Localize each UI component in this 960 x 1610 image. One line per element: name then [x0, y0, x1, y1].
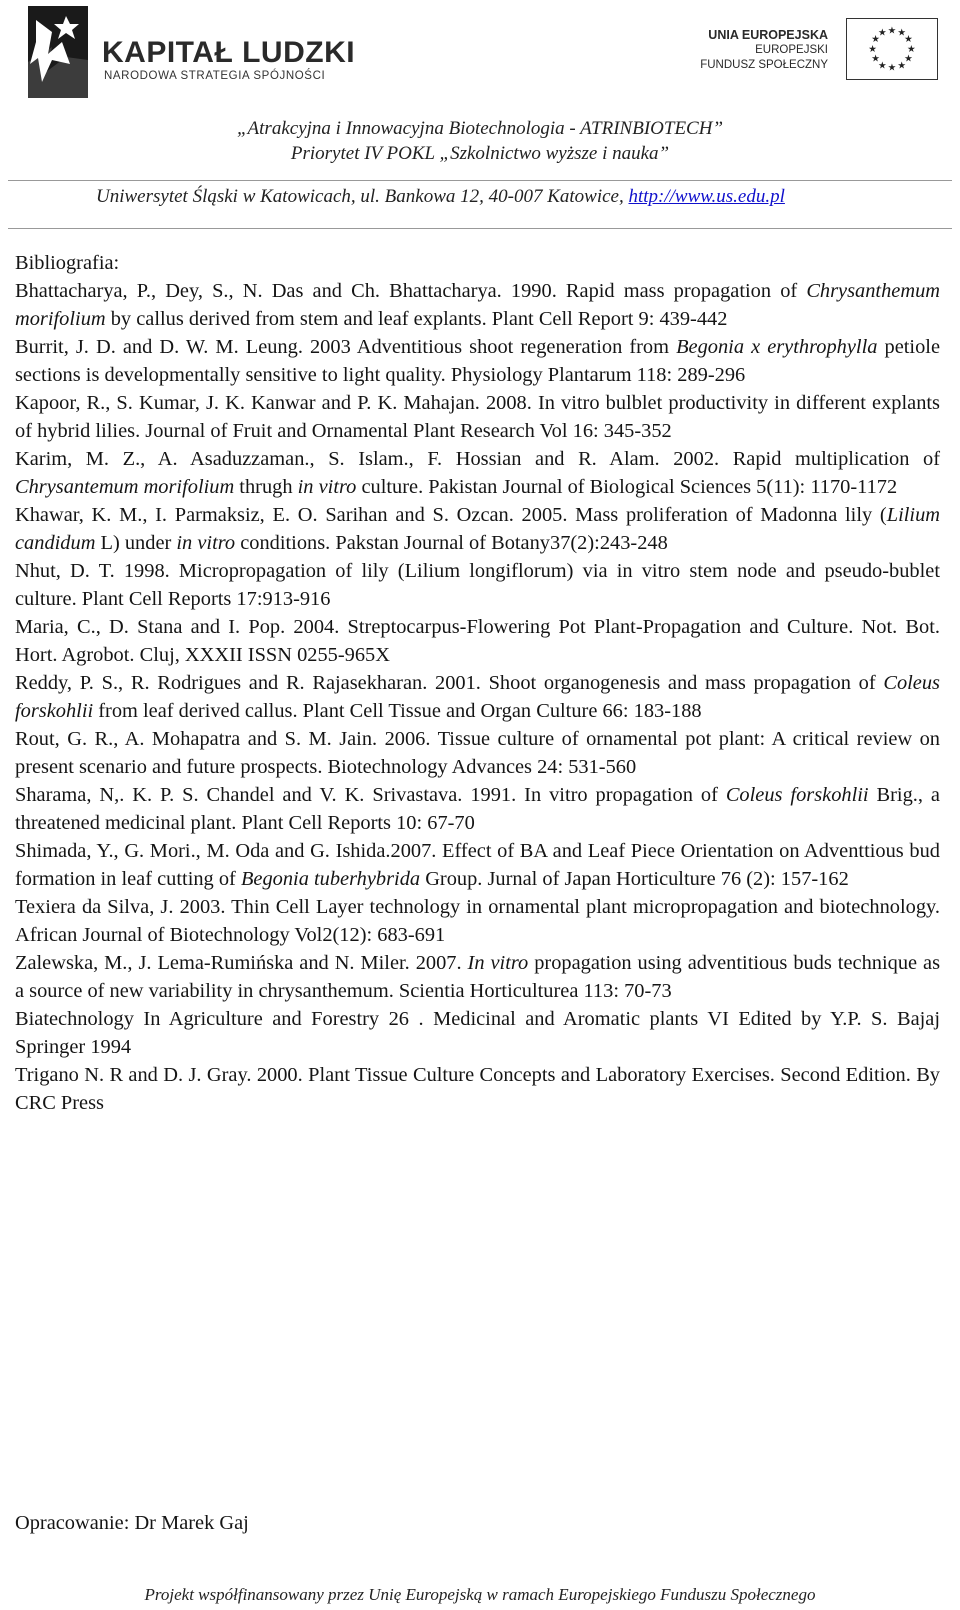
reference-text: petiole sections is developmentally sensitive to light quality. Physiology Plantarum 118: 289-296 — [15, 336, 941, 386]
reference-text: Texiera da Silva, J. 2003. Thin Cell Layer technology in ornamental plant micropropagation and biotechnology. African Journal of Biotechnology Vol2(12): 683-691 — [15, 896, 940, 946]
svg-text:★: ★ — [868, 43, 877, 55]
reference-text: Biatechnology In Agriculture and Forestry 26 . Medicinal and Aromatic plants VI Edited by Y.P. S. Bajaj Springer 1994 — [15, 1008, 940, 1058]
reference-text: Brig., a threatened medicinal plant. Plant Cell Reports 10: 67-70 — [15, 784, 940, 834]
reference-item — [15, 501, 940, 557]
kapital-ludzki-emblem-icon — [22, 2, 92, 102]
footer-note: Projekt współfinansowany przez Unię Europejską w ramach Europejskiego Funduszu Społecznego — [144, 1585, 816, 1604]
reference-item — [15, 1061, 940, 1117]
eu-logo-line2: EUROPEJSKI — [755, 44, 828, 56]
svg-text:★: ★ — [871, 53, 880, 65]
reference-item — [15, 669, 940, 725]
svg-text:★: ★ — [877, 60, 887, 72]
reference-item — [15, 949, 940, 1005]
svg-text:★: ★ — [904, 53, 913, 65]
reference-text: propagation using adventitious buds technique as a source of new variability in chrysanthemum. Scientia Horticulturea 113: 70-73 — [15, 952, 941, 1002]
reference-text: Rout, G. R., A. Mohapatra and S. M. Jain. 2006. Tissue culture of ornamental pot plant: A critical review on present scenario and future prospects. Biotechnology Advances 24: 531-560 — [15, 728, 940, 778]
reference-italic-text: in vitro — [176, 532, 236, 554]
reference-italic-text: Chrysanthemum morifolium — [15, 280, 940, 330]
reference-text: L) under — [95, 532, 177, 554]
university-link[interactable]: http://www.us.edu.pl — [628, 186, 785, 207]
svg-text:★: ★ — [897, 60, 907, 72]
reference-text: Sharama, N,. K. P. S. Chandel and V. K. Srivastava. 1991. In vitro propagation of — [15, 784, 726, 806]
bibliography-title: Bibliografia: — [15, 252, 120, 274]
reference-italic-text: Begonia tuberhybrida — [240, 868, 421, 890]
reference-text: from leaf derived callus. Plant Cell Tissue and Organ Culture 66: 183-188 — [93, 700, 702, 722]
header-divider-bottom — [8, 228, 952, 229]
reference-text: Bhattacharya, P., Dey, S., N. Das and Ch. Bhattacharya. 1990. Rapid mass propagation of — [15, 280, 807, 302]
kapital-ludzki-logo — [22, 2, 356, 102]
svg-text:★: ★ — [907, 43, 916, 55]
reference-item — [15, 557, 940, 613]
reference-italic-text: In vitro — [467, 952, 529, 974]
eu-logo-text — [700, 28, 828, 73]
kapital-ludzki-title: KAPITAŁ LUDZKI — [102, 36, 356, 69]
reference-text: Reddy, P. S., R. Rodrigues and R. Rajasekharan. 2001. Shoot organogenesis and mass propagation of — [15, 672, 884, 694]
svg-text:★: ★ — [871, 34, 880, 46]
reference-text: Khawar, K. M., I. Parmaksiz, E. O. Sarihan and S. Ozcan. 2005. Mass proliferation of Madonna lily ( — [15, 504, 887, 526]
reference-item — [15, 277, 940, 333]
reference-italic-text: Chrysantemum morifolium — [15, 476, 235, 498]
reference-italic-text: in vitro — [297, 476, 357, 498]
eu-flag-icon — [846, 18, 938, 80]
header-divider — [8, 180, 952, 181]
reference-italic-text: Lilium candidum — [15, 504, 940, 554]
svg-text:★: ★ — [887, 62, 897, 74]
reference-text: Kapoor, R., S. Kumar, J. K. Kanwar and P. K. Mahajan. 2008. In vitro bulblet productivity in different explants of hybrid lilies. Journal of Fruit and Ornamental Plant Research Vol 16: 345-352 — [15, 392, 940, 442]
reference-item — [15, 781, 940, 837]
eu-logo-line1: UNIA EUROPEJSKA — [708, 28, 828, 42]
bibliography-section — [15, 249, 940, 1117]
kapital-ludzki-subtitle: NARODOWA STRATEGIA SPÓJNOŚCI — [104, 70, 326, 82]
reference-item — [15, 389, 940, 445]
university-address — [96, 186, 785, 208]
reference-italic-text: Coleus forskohlii — [15, 672, 940, 722]
eu-logo — [698, 18, 938, 80]
reference-item — [15, 333, 940, 389]
reference-text: by callus derived from stem and leaf explants. Plant Cell Report 9: 439-442 — [105, 308, 728, 330]
svg-text:★: ★ — [887, 25, 897, 37]
reference-text: Nhut, D. T. 1998. Micropropagation of lily (Lilium longiflorum) via in vitro stem node and pseudo-bublet culture. Plant Cell Reports 17:913-916 — [15, 560, 940, 610]
reference-text: Trigano N. R and D. J. Gray. 2000. Plant Tissue Culture Concepts and Laboratory Exercises. Second Edition. By CRC Press — [15, 1064, 940, 1114]
svg-text:★: ★ — [897, 27, 907, 39]
reference-item — [15, 613, 940, 669]
reference-text: Group. Jurnal of Japan Horticulture 76 (2): 157-162 — [420, 868, 849, 890]
reference-text: conditions. Pakstan Journal of Botany37(2):243-248 — [235, 532, 668, 554]
reference-text: culture. Pakistan Journal of Biological Sciences 5(11): 1170-1172 — [356, 476, 898, 498]
reference-item — [15, 837, 940, 893]
reference-text: Shimada, Y., G. Mori., M. Oda and G. Ishida.2007. Effect of BA and Leaf Piece Orientation on Adventtious bud formation in leaf cutting of — [15, 840, 940, 890]
svg-text:★: ★ — [904, 34, 913, 46]
reference-item — [15, 1005, 940, 1061]
reference-italic-text: Coleus forskohlii — [725, 784, 869, 806]
reference-text: Karim, M. Z., A. Asaduzzaman., S. Islam., F. Hossian and R. Alam. 2002. Rapid multiplication of — [15, 448, 940, 470]
reference-text: Maria, C., D. Stana and I. Pop. 2004. Streptocarpus-Flowering Pot Plant-Propagation and Culture. Not. Bot. Hort. Agrobot. Cluj, XXXII ISSN 0255-965X — [15, 616, 940, 666]
header-logos — [0, 0, 960, 112]
reference-list — [15, 277, 940, 1117]
project-line1: „Atrakcyjna i Innowacyjna Biotechnologia - ATRINBIOTECH” — [236, 118, 724, 139]
reference-italic-text: Begonia x erythrophylla — [676, 336, 878, 358]
reference-text: thrugh — [234, 476, 298, 498]
project-line2: Priorytet IV POKL „Szkolnictwo wyższe i nauka” — [290, 143, 670, 164]
author-credit: Opracowanie: Dr Marek Gaj — [15, 1512, 249, 1534]
reference-item — [15, 725, 940, 781]
reference-item — [15, 445, 940, 501]
project-title — [0, 116, 960, 166]
address-text: Uniwersytet Śląski w Katowicach, ul. Bankowa 12, 40-007 Katowice, — [96, 186, 624, 207]
reference-text: Burrit, J. D. and D. W. M. Leung. 2003 Adventitious shoot regeneration from — [15, 336, 677, 358]
svg-text:★: ★ — [877, 27, 887, 39]
reference-item — [15, 893, 940, 949]
reference-text: Zalewska, M., J. Lema-Rumińska and N. Miler. 2007. — [15, 952, 468, 974]
eu-logo-line3: FUNDUSZ SPOŁECZNY — [700, 59, 828, 71]
